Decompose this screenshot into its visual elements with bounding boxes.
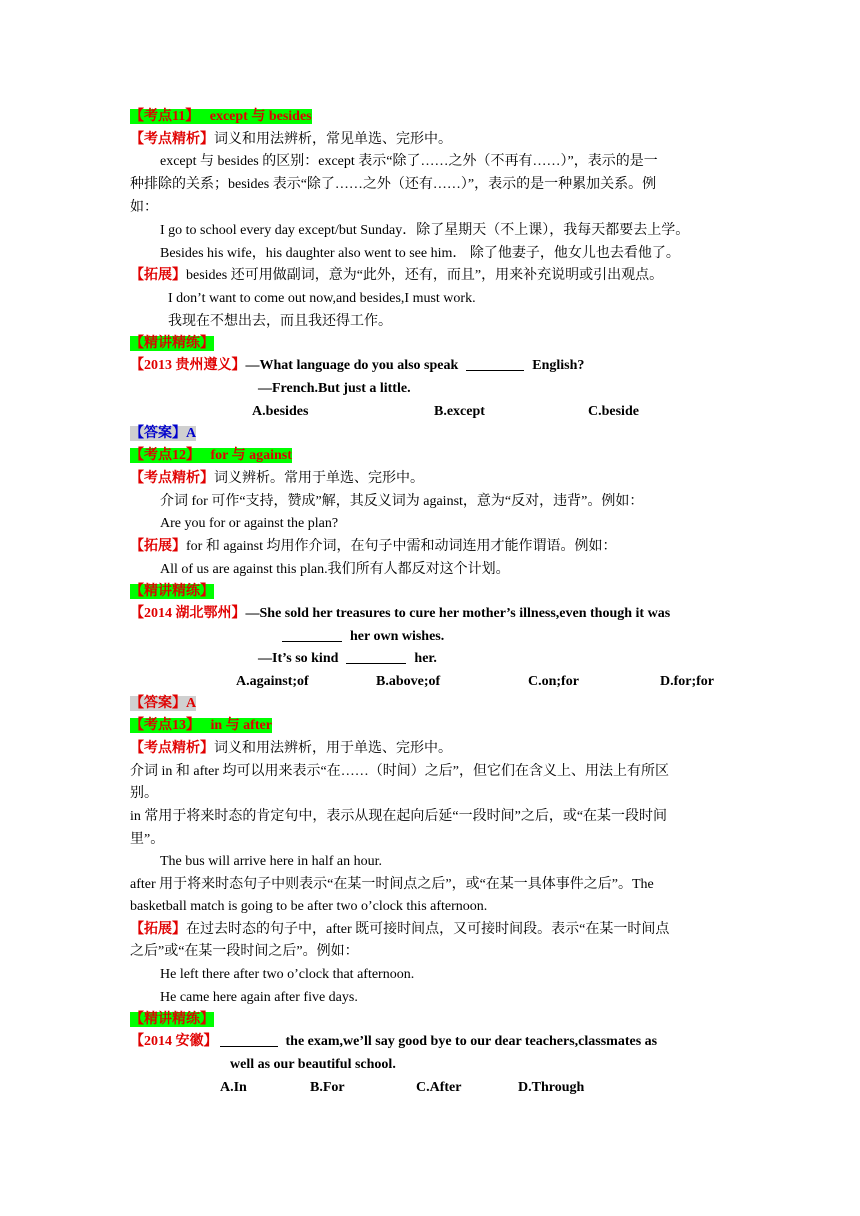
k13-analysis-tag: 【考点精析】: [130, 741, 214, 756]
k13-ext: 在过去时态的句子中，after 既可接时间点，又可接时间段。表示“在某一时间点: [186, 922, 670, 937]
k12-example-2: All of us are against this plan.我们所有人都反对这个计划。: [160, 562, 510, 577]
k11-option-b: B.except: [434, 404, 485, 419]
k13-option-a: A.In: [220, 1080, 247, 1095]
k12-option-c: C.on;for: [528, 674, 579, 689]
k12-option-a: A.against;of: [236, 674, 309, 689]
k11-heading: [130, 107, 312, 127]
k12-question-source: 【2014 湖北鄂州】: [130, 606, 246, 621]
k11-para-1b: 种排除的关系；besides 表示“除了……之外（还有……）”，表示的是一种累加关系。例: [130, 177, 657, 192]
k11-question-line-1: 【2013 贵州遵义】—What language do you also speak English?: [130, 358, 585, 373]
k12-ext-tag: 【拓展】: [130, 539, 186, 554]
k11-extension-line: [130, 266, 663, 286]
k13-title: in 与 after: [210, 718, 272, 733]
k13-question-line-2: well as our beautiful school.: [230, 1057, 396, 1072]
k12-question-line-2: her own wishes.: [282, 627, 444, 647]
k11-ext: besides 还可用做副词，意为“此外，还有，而且”，用来补充说明或引出观点。: [186, 268, 664, 283]
k13-analysis-line: [130, 739, 452, 759]
k13-heading: [130, 716, 272, 736]
k13-question-source: 【2014 安徽】: [130, 1034, 218, 1049]
k11-tag: 【考点11】: [130, 109, 200, 124]
k13-ext-tag: 【拓展】: [130, 922, 186, 937]
k13-example-3: He came here again after five days.: [160, 990, 358, 1005]
answer-blank: [220, 1032, 278, 1047]
k11-analysis: 词义和用法辨析，常见单选、完形中。: [214, 132, 452, 147]
k11-para-1c: 如：: [130, 200, 158, 215]
k12-practice-tag: 【精讲精练】: [130, 584, 214, 599]
k12-extension-line: [130, 537, 616, 557]
answer-blank: [346, 649, 406, 664]
k12-analysis: 词义辨析。常用于单选、完形中。: [214, 471, 424, 486]
k11-analysis-tag: 【考点精析】: [130, 132, 214, 147]
answer-blank: [466, 356, 524, 371]
k13-para-3b: basketball match is going to be after two o’clock this afternoon.: [130, 899, 488, 914]
k11-analysis-line: [130, 130, 452, 150]
k13-analysis: 词义和用法辨析，用于单选、完形中。: [214, 741, 452, 756]
k13-para-2a: in 常用于将来时态的肯定句中，表示从现在起向后延“一段时间”之后，或“在某一段时间: [130, 809, 668, 824]
k13-option-b: B.For: [310, 1080, 345, 1095]
k13-extension-line: [130, 920, 669, 940]
k11-title: except 与 besides: [209, 109, 312, 124]
k11-para-1a: except 与 besides 的区别：except 表示“除了……之外（不再有……）”，表示的是一: [160, 154, 658, 169]
answer-blank: [282, 627, 342, 642]
k12-tag: 【考点12】: [130, 448, 200, 463]
k13-example-1: The bus will arrive here in half an hour.: [160, 854, 382, 869]
k11-question-line-2: —French.But just a little.: [258, 381, 411, 396]
k12-analysis-line: [130, 469, 424, 489]
k11-ext-tag: 【拓展】: [130, 268, 186, 283]
k13-option-d: D.Through: [518, 1080, 585, 1095]
k12-heading: [130, 446, 292, 466]
k11-answer: 【答案】A: [130, 426, 197, 441]
k13-question-line-1: 【2014 安徽】 the exam,we’ll say good bye to our dear teachers,classmates as: [130, 1034, 658, 1049]
k11-option-c: C.beside: [588, 404, 639, 419]
k13-tag: 【考点13】: [130, 718, 200, 733]
k12-para-1: 介词 for 可作“支持，赞成”解，其反义词为 against，意为“反对，违背”。例如：: [160, 494, 644, 509]
k12-analysis-tag: 【考点精析】: [130, 471, 214, 486]
k13-para-2b: 里”。: [130, 832, 165, 847]
k11-question-source: 【2013 贵州遵义】: [130, 358, 246, 373]
k13-practice-tag: 【精讲精练】: [130, 1012, 214, 1027]
k12-title: for 与 against: [210, 448, 292, 463]
k12-question-line-1: 【2014 湖北鄂州】—She sold her treasures to cure her mother’s illness,even though it was: [130, 606, 671, 621]
k12-question-line-3: —It’s so kind her.: [258, 651, 437, 666]
k12-ext: for 和 against 均用作介词，在句子中需和动词连用才能作谓语。例如：: [186, 539, 617, 554]
k13-example-2: He left there after two o’clock that afternoon.: [160, 967, 415, 982]
k13-option-c: C.After: [416, 1080, 462, 1095]
k11-example-2: Besides his wife，his daughter also went to see him． 除了他妻子，他女儿也去看他了。: [160, 246, 680, 261]
k13-extension-line-2: 之后”或“在某一段时间之后”。例如：: [130, 944, 359, 959]
k12-option-d: D.for;for: [660, 674, 715, 689]
k11-example-3: I don’t want to come out now,and besides,I must work.: [168, 291, 476, 306]
k11-example-1: I go to school every day except/but Sunday．除了星期天（不上课），我每天都要去上学。: [160, 223, 690, 238]
k12-option-b: B.above;of: [376, 674, 441, 689]
k11-example-4: 我现在不想出去，而且我还得工作。: [168, 314, 392, 329]
k13-para-1b: 别。: [130, 786, 158, 801]
k12-answer: 【答案】A: [130, 696, 197, 711]
k13-para-3a: after 用于将来时态句子中则表示“在某一时间点之后”，或“在某一具体事件之后”。The: [130, 877, 654, 892]
k13-para-1a: 介词 in 和 after 均可以用来表示“在……（时间）之后”，但它们在含义上、用法上有所区: [130, 764, 669, 779]
k12-example-1: Are you for or against the plan?: [160, 516, 339, 531]
k11-practice-tag: 【精讲精练】: [130, 336, 214, 351]
k11-option-a: A.besides: [252, 404, 309, 419]
